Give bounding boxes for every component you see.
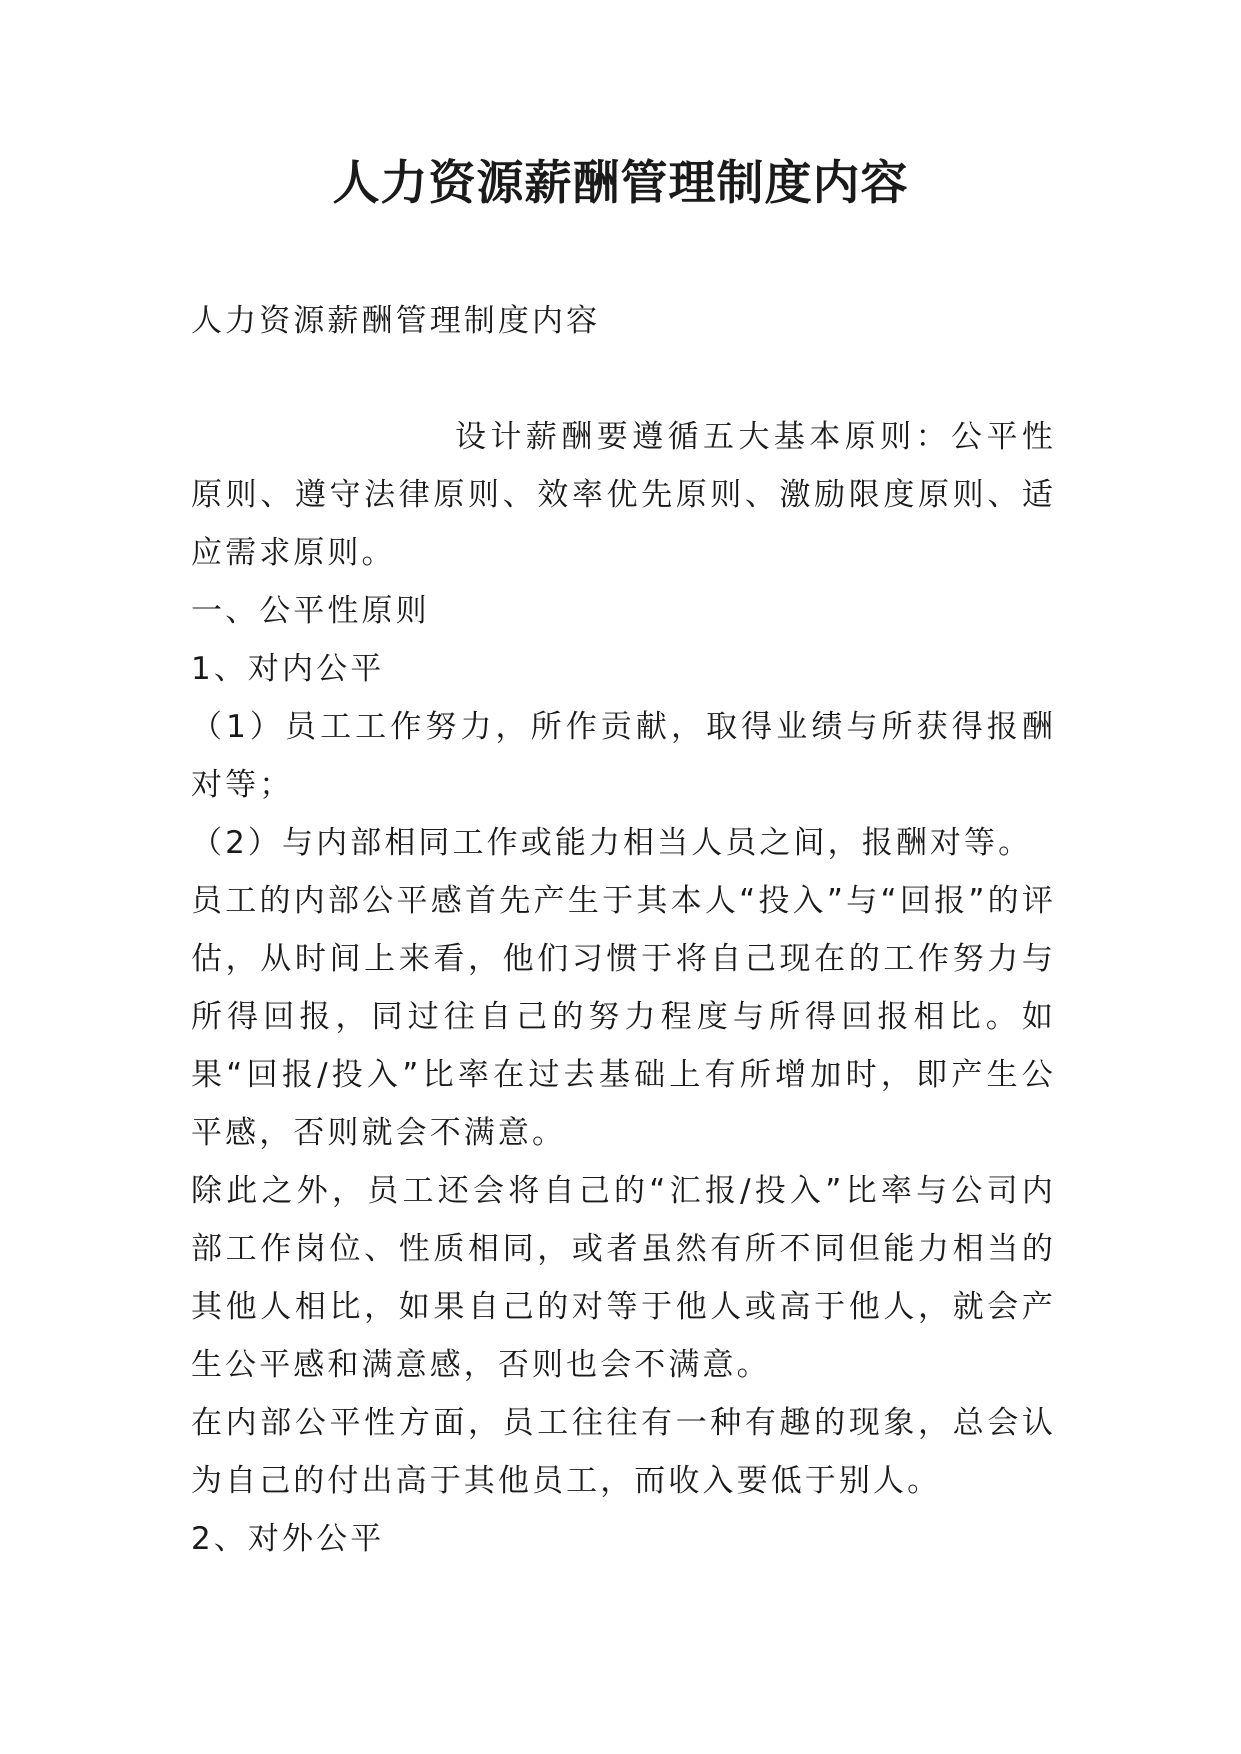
body-paragraph: 除此之外，员工还会将自己的“汇报/投入”比率与公司内部工作岗位、性质相同，或者虽然有所不同但能力相当的其他人相比，如果自己的对等于他人或高于他人，就会产生公平感和满意感，否则也会不满意。 (191, 1173, 1056, 1383)
document-subtitle: 人力资源薪酬管理制度内容 (191, 303, 601, 339)
subsection-heading-internal-fairness: 1、对内公平 (191, 651, 385, 687)
list-item-2: （2）与内部相同工作或能力相当人员之间，报酬对等。 (191, 825, 1033, 861)
body-paragraph: 在内部公平性方面，员工往往有一种有趣的现象，总会认为自己的付出高于其他员工，而收入要低于别人。 (191, 1405, 1056, 1499)
intro-paragraph: 设计薪酬要遵循五大基本原则：公平性原则、遵守法律原则、效率优先原则、激励限度原则、适应需求原则。 (191, 419, 1056, 571)
document-title: 人力资源薪酬管理制度内容 (332, 156, 909, 211)
document-body (191, 292, 1056, 1568)
body-paragraph: 员工的内部公平感首先产生于其本人“投入”与“回报”的评估，从时间上来看，他们习惯于将自己现在的工作努力与所得回报，同过往自己的努力程度与所得回报相比。如果“回报/投入”比率在过去基础上有所增加时，即产生公平感，否则就会不满意。 (191, 883, 1056, 1151)
list-item-1: （1）员工工作努力，所作贡献，取得业绩与所获得报酬对等； (191, 709, 1056, 803)
section-heading-fairness: 一、公平性原则 (191, 593, 430, 629)
subsection-heading-external-fairness: 2、对外公平 (191, 1521, 385, 1557)
